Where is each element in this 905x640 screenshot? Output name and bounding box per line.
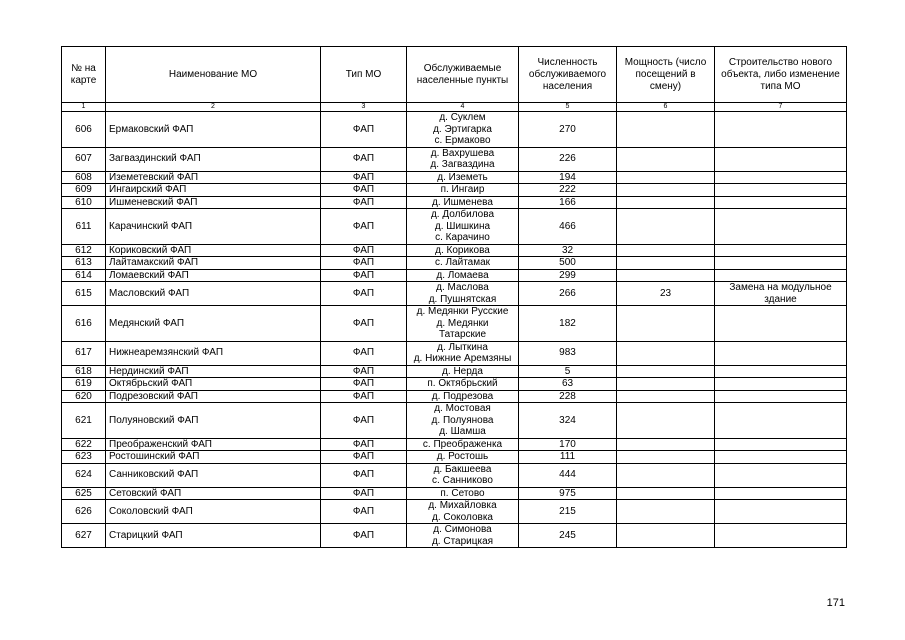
served-point: с. Карачино: [435, 232, 490, 243]
served-point: д. Долбилова: [430, 209, 495, 220]
cell-capacity: [617, 244, 715, 257]
header-served-points: Обслуживаемые населенные пункты: [407, 47, 519, 103]
cell-mo-type: ФАП: [321, 147, 407, 171]
table-row: [62, 112, 847, 148]
cell-mo-name: Медянский ФАП: [106, 306, 321, 342]
cell-population: 266: [519, 282, 617, 306]
cell-map-number: 615: [62, 282, 106, 306]
cell-served-points: [407, 306, 519, 342]
served-point: п. Сетово: [440, 487, 485, 499]
table-row: [62, 524, 847, 548]
cell-served-points: [407, 244, 519, 257]
cell-population: 983: [519, 341, 617, 365]
cell-served-points: [407, 282, 519, 306]
table-row: [62, 390, 847, 403]
served-point: д. Пушнятская: [428, 293, 497, 305]
table-row: [62, 257, 847, 270]
cell-map-number: 607: [62, 147, 106, 171]
cell-served-points: [407, 147, 519, 171]
cell-mo-type: ФАП: [321, 282, 407, 306]
cell-mo-type: ФАП: [321, 244, 407, 257]
cell-mo-name: Масловский ФАП: [106, 282, 321, 306]
cell-mo-name: Ростошинский ФАП: [106, 451, 321, 464]
cell-construction: [715, 487, 847, 500]
cell-map-number: 624: [62, 463, 106, 487]
cell-map-number: 606: [62, 112, 106, 148]
cell-mo-name: Полуяновский ФАП: [106, 403, 321, 439]
cell-capacity: [617, 269, 715, 282]
header-mo-name: Наименование МО: [106, 47, 321, 103]
cell-capacity: [617, 306, 715, 342]
column-number: 2: [106, 103, 321, 112]
table-row: [62, 463, 847, 487]
served-point: д. Шишкина: [434, 220, 491, 232]
header-mo-type: Тип МО: [321, 47, 407, 103]
cell-capacity: [617, 341, 715, 365]
cell-construction: [715, 451, 847, 464]
cell-population: 228: [519, 390, 617, 403]
cell-population: 975: [519, 487, 617, 500]
cell-mo-name: Карачинский ФАП: [106, 209, 321, 245]
served-point: п. Октябрьский: [427, 378, 498, 389]
cell-mo-type: ФАП: [321, 524, 407, 548]
cell-served-points: [407, 524, 519, 548]
table-row: [62, 403, 847, 439]
cell-mo-type: ФАП: [321, 306, 407, 342]
cell-capacity: [617, 403, 715, 439]
cell-population: 32: [519, 244, 617, 257]
cell-construction: [715, 196, 847, 209]
served-point: д. Медянки Русские: [416, 306, 509, 317]
cell-map-number: 608: [62, 171, 106, 184]
cell-mo-type: ФАП: [321, 378, 407, 391]
cell-construction: [715, 524, 847, 548]
cell-population: 63: [519, 378, 617, 391]
cell-map-number: 623: [62, 451, 106, 464]
cell-mo-name: Преображенский ФАП: [106, 438, 321, 451]
cell-map-number: 625: [62, 487, 106, 500]
cell-population: 182: [519, 306, 617, 342]
cell-served-points: [407, 184, 519, 197]
table-body: [62, 112, 847, 548]
cell-capacity: [617, 524, 715, 548]
table-row: [62, 341, 847, 365]
served-point: д. Лыткина: [437, 341, 488, 353]
header-construction: Строительство нового объекта, либо изменение типа МО: [715, 47, 847, 103]
cell-served-points: [407, 378, 519, 391]
cell-construction: [715, 500, 847, 524]
served-point: п. Ингаир: [440, 184, 485, 195]
cell-population: 222: [519, 184, 617, 197]
served-point: д. Загваздина: [430, 159, 495, 170]
cell-construction: [715, 171, 847, 184]
served-point: д. Подрезова: [431, 390, 494, 402]
cell-mo-type: ФАП: [321, 390, 407, 403]
cell-served-points: [407, 209, 519, 245]
cell-population: 111: [519, 451, 617, 464]
served-point: д. Соколовка: [432, 511, 493, 523]
cell-served-points: [407, 196, 519, 209]
cell-capacity: [617, 487, 715, 500]
cell-construction: [715, 438, 847, 451]
cell-mo-name: Ингаирский ФАП: [106, 184, 321, 197]
served-point: д. Иземеть: [437, 171, 488, 183]
served-point: с. Санниково: [432, 475, 493, 486]
table-row: [62, 209, 847, 245]
cell-mo-name: Ломаевский ФАП: [106, 269, 321, 282]
served-point: с. Преображенка: [422, 438, 503, 450]
cell-mo-name: Подрезовский ФАП: [106, 390, 321, 403]
column-number: 3: [321, 103, 407, 112]
column-number: 7: [715, 103, 847, 112]
header-population: Численность обслуживаемого населения: [519, 47, 617, 103]
header-map-number: № на карте: [62, 47, 106, 103]
served-point: д. Суклем: [439, 112, 486, 123]
cell-construction: [715, 390, 847, 403]
cell-capacity: [617, 147, 715, 171]
cell-mo-type: ФАП: [321, 257, 407, 270]
served-point: д. Ломаева: [436, 269, 489, 281]
cell-population: 215: [519, 500, 617, 524]
cell-population: 444: [519, 463, 617, 487]
cell-served-points: [407, 438, 519, 451]
cell-served-points: [407, 112, 519, 148]
cell-mo-type: ФАП: [321, 451, 407, 464]
cell-mo-name: Ермаковский ФАП: [106, 112, 321, 148]
cell-map-number: 619: [62, 378, 106, 391]
table-row: [62, 184, 847, 197]
cell-capacity: [617, 463, 715, 487]
cell-mo-type: ФАП: [321, 209, 407, 245]
table-row: [62, 451, 847, 464]
cell-capacity: [617, 112, 715, 148]
cell-population: 226: [519, 147, 617, 171]
cell-mo-name: Ишменевский ФАП: [106, 196, 321, 209]
cell-served-points: [407, 341, 519, 365]
cell-construction: [715, 112, 847, 148]
cell-mo-type: ФАП: [321, 487, 407, 500]
cell-served-points: [407, 500, 519, 524]
cell-population: 194: [519, 171, 617, 184]
served-point: с. Лайтамак: [434, 257, 491, 268]
cell-capacity: [617, 196, 715, 209]
cell-population: 299: [519, 269, 617, 282]
served-point: д. Маслова: [436, 282, 489, 293]
cell-capacity: [617, 209, 715, 245]
cell-capacity: [617, 451, 715, 464]
facilities-table: [61, 46, 847, 548]
cell-mo-name: Старицкий ФАП: [106, 524, 321, 548]
cell-served-points: [407, 487, 519, 500]
cell-mo-name: Иземетевский ФАП: [106, 171, 321, 184]
cell-map-number: 627: [62, 524, 106, 548]
cell-mo-type: ФАП: [321, 171, 407, 184]
cell-mo-type: ФАП: [321, 112, 407, 148]
page-number: 171: [826, 597, 845, 609]
served-point: д. Бакшеева: [433, 463, 492, 475]
served-point: д. Нерда: [442, 365, 483, 377]
table-row: [62, 196, 847, 209]
cell-map-number: 616: [62, 306, 106, 342]
cell-mo-name: Кориковский ФАП: [106, 244, 321, 257]
table-row: [62, 500, 847, 524]
cell-capacity: [617, 365, 715, 378]
cell-construction: Замена на модульное здание: [715, 282, 847, 306]
cell-mo-type: ФАП: [321, 184, 407, 197]
table-row: [62, 487, 847, 500]
cell-served-points: [407, 390, 519, 403]
served-point: с. Ермаково: [434, 135, 491, 146]
served-point: д. Корикова: [435, 244, 490, 256]
cell-map-number: 620: [62, 390, 106, 403]
cell-capacity: 23: [617, 282, 715, 306]
served-point: д. Медянки: [436, 317, 489, 329]
table-row: [62, 269, 847, 282]
cell-construction: [715, 341, 847, 365]
cell-mo-type: ФАП: [321, 500, 407, 524]
cell-mo-name: Санниковский ФАП: [106, 463, 321, 487]
cell-population: 245: [519, 524, 617, 548]
cell-mo-name: Соколовский ФАП: [106, 500, 321, 524]
cell-construction: [715, 147, 847, 171]
served-point: д. Михайловка: [428, 500, 497, 511]
table-row: [62, 378, 847, 391]
cell-map-number: 617: [62, 341, 106, 365]
cell-construction: [715, 257, 847, 270]
column-number: 4: [407, 103, 519, 112]
table-row: [62, 282, 847, 306]
cell-map-number: 626: [62, 500, 106, 524]
cell-population: 500: [519, 257, 617, 270]
cell-map-number: 614: [62, 269, 106, 282]
cell-served-points: [407, 269, 519, 282]
served-point: д. Старицкая: [431, 535, 494, 547]
cell-population: 270: [519, 112, 617, 148]
cell-capacity: [617, 390, 715, 403]
cell-map-number: 609: [62, 184, 106, 197]
cell-map-number: 622: [62, 438, 106, 451]
cell-map-number: 621: [62, 403, 106, 439]
cell-construction: [715, 403, 847, 439]
served-point: д. Симонова: [433, 524, 492, 535]
cell-capacity: [617, 257, 715, 270]
table-row: [62, 147, 847, 171]
column-number: 5: [519, 103, 617, 112]
cell-population: 166: [519, 196, 617, 209]
served-point: д. Шамша: [439, 426, 486, 437]
column-number: 1: [62, 103, 106, 112]
cell-construction: [715, 378, 847, 391]
cell-map-number: 611: [62, 209, 106, 245]
served-point: д. Нижние Аремзяны: [413, 353, 512, 364]
cell-capacity: [617, 184, 715, 197]
cell-map-number: 613: [62, 257, 106, 270]
cell-mo-name: Загваздинский ФАП: [106, 147, 321, 171]
cell-capacity: [617, 438, 715, 451]
cell-construction: [715, 244, 847, 257]
cell-mo-name: Лайтамакский ФАП: [106, 257, 321, 270]
cell-capacity: [617, 171, 715, 184]
cell-population: 324: [519, 403, 617, 439]
cell-mo-type: ФАП: [321, 438, 407, 451]
header-row: [62, 47, 847, 103]
served-point: д. Вахрушева: [430, 147, 495, 159]
cell-mo-name: Октябрьский ФАП: [106, 378, 321, 391]
table-row: [62, 306, 847, 342]
cell-map-number: 612: [62, 244, 106, 257]
cell-served-points: [407, 403, 519, 439]
cell-population: 170: [519, 438, 617, 451]
table-row: [62, 365, 847, 378]
cell-construction: [715, 463, 847, 487]
cell-population: 5: [519, 365, 617, 378]
cell-mo-name: Сетовский ФАП: [106, 487, 321, 500]
cell-mo-name: Нижнеаремзянский ФАП: [106, 341, 321, 365]
cell-served-points: [407, 365, 519, 378]
cell-map-number: 610: [62, 196, 106, 209]
cell-mo-type: ФАП: [321, 269, 407, 282]
cell-construction: [715, 306, 847, 342]
served-point: д. Ростошь: [436, 451, 489, 462]
served-point: Татарские: [438, 329, 487, 340]
served-point: д. Полуянова: [431, 414, 494, 426]
cell-served-points: [407, 257, 519, 270]
header-capacity: Мощность (число посещений в смену): [617, 47, 715, 103]
cell-capacity: [617, 500, 715, 524]
cell-construction: [715, 365, 847, 378]
cell-construction: [715, 184, 847, 197]
served-point: д. Ишменева: [432, 196, 493, 208]
table-row: [62, 438, 847, 451]
cell-mo-type: ФАП: [321, 365, 407, 378]
cell-mo-name: Нердинский ФАП: [106, 365, 321, 378]
cell-served-points: [407, 171, 519, 184]
cell-population: 466: [519, 209, 617, 245]
cell-construction: [715, 209, 847, 245]
cell-mo-type: ФАП: [321, 463, 407, 487]
column-number: 6: [617, 103, 715, 112]
cell-capacity: [617, 378, 715, 391]
cell-construction: [715, 269, 847, 282]
cell-mo-type: ФАП: [321, 341, 407, 365]
cell-map-number: 618: [62, 365, 106, 378]
table-row: [62, 244, 847, 257]
cell-mo-type: ФАП: [321, 403, 407, 439]
column-number-row: [62, 103, 847, 112]
cell-served-points: [407, 451, 519, 464]
served-point: д. Мостовая: [434, 403, 491, 414]
served-point: д. Эртигарка: [433, 123, 492, 135]
cell-served-points: [407, 463, 519, 487]
table-row: [62, 171, 847, 184]
cell-mo-type: ФАП: [321, 196, 407, 209]
